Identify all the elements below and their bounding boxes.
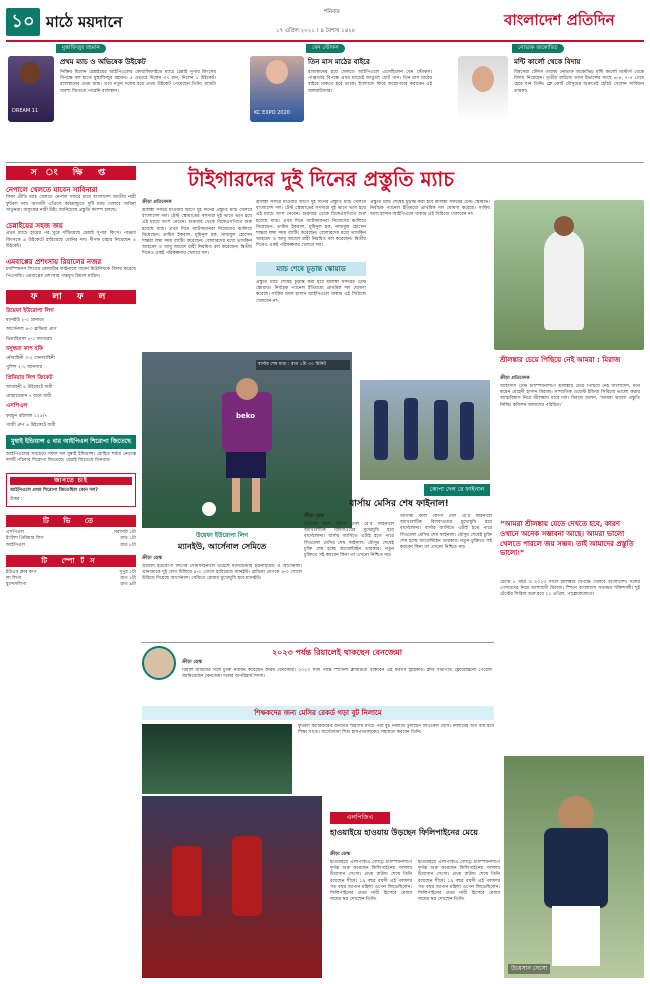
sankshipta-header: স ং ক্ষি প্ত (6, 166, 136, 180)
squad-body: প্রস্তুতি ম্যাচ শেষেই চূড়ান্ত করা হবে শ্রীলঙ্কা সফরের টেস্ট স্কোয়াড। নির্বাচক প্যানেল ইতিমধ্যে প্রাথমিক দল ঘোষণা করেছে। সাকিব আল হাসান আইপিএলে থাকায় এই সিরিজে খেলবেন না। (256, 280, 366, 304)
fixture-row: ইউএস ক্লাব কাপ দুপুর ২টা (6, 569, 136, 575)
result-line: গাজী গ্রুপ ৪ উইকেটে জয়ী (6, 423, 56, 428)
jersey-label: DREAM 11 (12, 108, 39, 114)
result-line: ম্যানইউ ২-০ গ্রানাডা (6, 318, 45, 324)
tv-row: এসপিএল সরাসরি ১টা (6, 530, 136, 536)
news-title[interactable]: এমবাপ্পের প্রশংসায় রিয়ালের নজর (6, 258, 102, 266)
quiz-question: আইপিএলে প্রথম শিরোপা জিতেছিল কোন দল? (10, 487, 98, 493)
barca-training-photo (360, 380, 490, 480)
sidebar (6, 166, 136, 978)
lead-body-col2: শ্রীলঙ্কা সফরে যাওয়ার আগে দুই দিনের প্রস্তুতি ম্যাচ খেলবে বাংলাদেশ দল। টেস্ট স্কোয়াডের সদস্যরা দুই ভাগে ভাগ হয়ে এই ম্যাচে অংশ নেবেন। শুক্রবার থেকে বিকেএসপিতে শুরু হয়েছে ম্যাচ। প্রথম দিনে ব্যাটসম্যানরা নিজেদের ঝালিয়ে নিয়েছেন। তামিম ইকবাল, মুমিনুল হক, নাজমুল হোসেন শান্তরা লম্বা সময় ব্যাটিং করেছেন। বোলারদের মধ্যে তাসকিন আহমেদ ও আবু জায়েদ রাহী নিয়মিত বল করেছেন। দ্বিতীয় দিনেও একই পরিকল্পনায় খেলবে দল। (256, 200, 366, 249)
messi-byline: ক্রীড়া ডেস্ক (304, 514, 324, 519)
mu-byline: ক্রীড়া ডেস্ক (142, 556, 162, 561)
result-line: ভিয়ারিয়াল ২-১ জাগরেব (6, 336, 53, 342)
messi-caption: বার্সার শেষ ম্যাচ : রাত ১টা ৩০ মিনিট (256, 360, 350, 370)
cup-caption: কোপা দেল রে ফাইনাল (424, 484, 490, 496)
date-label: ১৭ এপ্রিল ২০২১ । ৪ বৈশাখ ১৪২৮ (276, 28, 356, 34)
miraj-body-2: টেস্টে ৮ বছর ও ২০২৩ সালে শ্রীলঙ্কার বিপক্ষে খেলবে বাংলাদেশ। দলের পেসারদের নিয়ে আশাবাদী মিরাজ। স্পিনে বাংলাদেশ সবসময় শক্তিশালী। দুই টেস্টের সিরিজ শুরু হবে ২১ এপ্রিল, পাল্লেকেলেতে। (500, 580, 640, 598)
stadium-photo (142, 724, 292, 794)
cricket-photo (494, 200, 644, 350)
divider (142, 642, 494, 643)
fixture-row: লা লিগা রাত ১টা (6, 575, 136, 581)
lead-headline[interactable]: টাইগারদের দুই দিনের প্রস্তুতি ম্যাচ (187, 167, 455, 191)
result-league: উয়েফা ইউরোপা লিগ (6, 307, 54, 314)
golf-body-col1: হাওয়াইয়ে এলপিজিএ লোট্টে চ্যাম্পিয়নশিপে দুর্দান্ত শুরু করেছেন ফিলিপাইনের গলফার উয়েসান সেসো। প্রথম রাউন্ড শেষে তিনি রয়েছেন শীর্ষে। ১৯ বছর বয়সী এই গলফার গত বছর জাপান মহিলা ওপেন জিতেছিলেন। ফিলিপাইনের প্রথম নারী হিসেবে মেজর জয়ের স্বপ্ন দেখছেন তিনি। (330, 860, 412, 903)
messi-headline[interactable]: বার্সায় মেসির শেষ ফাইনাল! (349, 499, 449, 509)
newspaper-logo[interactable]: বাংলাদেশ প্রতিদিন (504, 11, 615, 29)
golfer-photo (504, 756, 644, 978)
mu-body: উয়েফা ইউরোপা লিগের সেমিফাইনালে উঠেছে ম্যানচেস্টার ইউনাইটেড ও আর্সেনাল। গ্রানাডাকে দুই লেগ মিলিয়ে ৪-০ গোলে হারিয়েছে ম্যানইউ। স্লাভিয়া প্রাগকে ৪-০ গোলে উড়িয়ে দিয়েছে আর্সেনাল। সেমিতে রোমার মুখোমুখি হবে ম্যানইউ। (142, 564, 302, 582)
miraj-body: আইসিসি টেস্ট চ্যাম্পিয়নশিপে শ্রীলঙ্কার চেয়ে পিছিয়ে নেই বাংলাদেশ, মনে করেন মেহেদী হাসান মিরাজ। সাম্প্রতিক ওয়েস্ট ইন্ডিজ সিরিজে ভালো করার আত্মবিশ্বাস নিয়ে শ্রীলঙ্কায় যাবে দল। মিরাজ বলেন, ‘আমরা ভালো প্রস্তুতি নিচ্ছি। কন্ডিশন আমাদের পরিচিত।’ (500, 384, 640, 408)
fixtures-header: টি স্পোর্টস (6, 555, 136, 567)
story-body: রাজস্থানের হয়ে খেলতে আইপিএলে এসেছিলেন বেন স্টোকস। পাঞ্জাবের বিপক্ষে প্রথম ম্যাচেই আঙুলে চোট পান। তিন মাস মাঠের বাইরে থাকতে হবে তাকে। ইংল্যান্ডে ফিরে অস্ত্রোপচার করাবেন এই অলরাউন্ডার। (308, 70, 432, 94)
story-title: মন্টি কার্লো থেকে বিদায় (514, 58, 581, 66)
ipl-body: আইপিএলের সবচেয়ে সফল দল মুম্বাই ইন্ডিয়ান্স। রোহিত শর্মার নেতৃত্বে দলটি পাঁচবার শিরোপা জিতেছে। চেন্নাই জিতেছে তিনবার। (6, 452, 136, 464)
miraj-headline[interactable]: শ্রীলঙ্কার চেয়ে পিছিয়ে নেই আমরা : মিরাজ (500, 356, 621, 364)
result-line: পুলিশ ২-১ আনসার (6, 365, 43, 371)
jersey-text: beko (236, 412, 256, 420)
section-title: মাঠে ময়দানে (46, 13, 123, 31)
golf-body-col2: হাওয়াইয়ে এলপিজিএ লোট্টে চ্যাম্পিয়নশিপে দুর্দান্ত শুরু করেছেন ফিলিপাইনের গলফার উয়েসান সেসো। প্রথম রাউন্ড শেষে তিনি রয়েছেন শীর্ষে। ১৯ বছর বয়সী এই গলফার গত বছর জাপান মহিলা ওপেন জিতেছিলেন। ফিলিপাইনের প্রথম নারী হিসেবে মেজর জয়ের স্বপ্ন দেখছেন তিনি। (418, 860, 500, 903)
story-title: তিন মাস মাঠের বাইরে (308, 58, 370, 66)
news-title[interactable]: চেন্নাইয়ের সহজ জয় (6, 222, 63, 230)
player-photo (458, 56, 508, 122)
benzema-headline[interactable]: ২০২৩ পর্যন্ত রিয়ালেই থাকছেন বেনজেমা (271, 648, 403, 657)
news-body: ফিফা প্রীতি ম্যাচ খেলতে নেপাল সফরে যাবে বাংলাদেশ জাতীয় নারী ফুটবল দল। আগামী এপ্রিলে কাঠমান্ডুতে দুটি ম্যাচ খেলবে সাবিনা খাতুনরা। বাফুফের নারী উইং জানিয়েছে প্রস্তুতি ক্যাম্প চলছে। (6, 195, 136, 213)
player-photo (250, 56, 304, 122)
player-photo (8, 56, 54, 122)
story-title: প্রথম ম্যাচ ও অভিষেক উইকেট (60, 58, 146, 66)
divider (6, 162, 644, 163)
golfer-caption: উয়েসান সেসো (508, 964, 550, 974)
squad-bar: ম্যাচ শেষে চূড়ান্ত স্কোয়াড (256, 262, 366, 276)
boots-headline[interactable]: শিক্ষকদের জন্য মেসির রেকর্ড গড়া বুট নিলামে (254, 709, 382, 717)
messi-body-col2: আগামী কাল কোপা দেল রে’র ফাইনালে অ্যাথলেটিক বিলবাওয়ের মুখোমুখি হবে বার্সেলোনা। বার্সার জার্সিতে এটাই হতে পারে লিওনেল মেসির শেষ ফাইনাল। মৌসুম শেষেই চুক্তি শেষ হচ্ছে আর্জেন্টাইন তারকার। নতুন চুক্তিতে সই করবেন কিনা তা এখনো নিশ্চিত নয়। (400, 514, 492, 550)
lead-body-col3: প্রস্তুতি ম্যাচ শেষেই চূড়ান্ত করা হবে শ্রীলঙ্কা সফরের টেস্ট স্কোয়াড। নির্বাচক প্যানেল ইতিমধ্যে প্রাথমিক দল ঘোষণা করেছে। সাকিব আল হাসান আইপিএলে থাকায় এই সিরিজে খেলবেন না। (370, 200, 490, 218)
fixtures-list (6, 570, 136, 589)
result-line: আর্সেনাল ৪-০ স্লাভিয়া প্রাগ (6, 327, 57, 333)
boots-body: ফুটবল ক্যারিয়ারের অন্যতম স্মরণীয় ম্যাচে পরা বুট নিলামে তুলছেন লিওনেল মেসি। নিলামের অর্থ ব্যয় হবে শিক্ষা খাতে। বার্সেলোনা শিশু হাসপাতালকেও সহায়তা করবেন তিনি। (298, 724, 494, 736)
miraj-quote: “আমরা শ্রীলঙ্কায় যেতে দেখতে হবে, কারণ ওখানে অনেক সম্ভাবনা আছে। আমরা ভালো খেলতে পারলে জয় সম্ভব। তাই আমাদের প্রস্তুতি ভালো।” (500, 520, 634, 558)
lead-byline: ক্রীড়া প্রতিবেদক (142, 200, 172, 205)
golf-headline[interactable]: হাওয়াইয়ে হাওয়ায় উড়ছেন ফিলিপাইনের মেয়ে (330, 828, 478, 837)
day-label: শনিবার (324, 9, 340, 15)
benzema-byline: ক্রীড়া ডেস্ক (182, 660, 202, 665)
benzema-body: রিয়াল মাদ্রিদের সঙ্গে চুক্তি নবায়ন করেছেন করিম বেনজেমা। ২০২৩ সাল পর্যন্ত স্প্যানিশ ক্লাবটিতে থাকবেন এই ফরাসি স্ট্রাইকার। ক্লাব সভাপতি ফ্লোরেন্তিনো পেরেজ জানিয়েছেন বেনজেমা দলের অপরিহার্য সদস্য। (182, 668, 492, 680)
page-header (6, 4, 644, 42)
lead-body-col1: শ্রীলঙ্কা সফরে যাওয়ার আগে দুই দিনের প্রস্তুতি ম্যাচ খেলবে বাংলাদেশ দল। টেস্ট স্কোয়াডের সদস্যরা দুই ভাগে ভাগ হয়ে এই ম্যাচে অংশ নেবেন। শুক্রবার থেকে বিকেএসপিতে শুরু হয়েছে ম্যাচ। প্রথম দিনে ব্যাটসম্যানরা নিজেদের ঝালিয়ে নিয়েছেন। তামিম ইকবাল, মুমিনুল হক, নাজমুল হোসেন শান্তরা লম্বা সময় ব্যাটিং করেছেন। বোলারদের মধ্যে তাসকিন আহমেদ ও আবু জায়েদ রাহী নিয়মিত বল করেছেন। দ্বিতীয় দিনেও একই পরিকল্পনায় খেলবে দল। (142, 208, 252, 257)
story-body: বিশ্বসেরা টেনিস তারকা নোভাক জকোভিচ মন্টি কার্লো মাস্টার্স থেকে বিদায় নিয়েছেন। তৃতীয় রাউন্ডে ড্যান ইভান্সের কাছে ৬-৪, ৭-৫ গেমে হেরে যান তিনি। ক্লে কোর্ট মৌসুমের শুরুতেই হোঁচট খেলেন সার্বিয়ান তারকা। (514, 70, 644, 94)
lead-headline-wrap (142, 166, 500, 196)
benzema-avatar (142, 646, 176, 680)
jersey-label: KC EXPO 2020 (254, 110, 290, 116)
miraj-byline: ক্রীড়া প্রতিবেদক (500, 376, 530, 381)
result-line: আবাহনী ৫ উইকেটে জয়ী (6, 385, 53, 391)
quiz-title: জানতে চাই (10, 477, 132, 485)
golf-byline: ক্রীড়া ডেস্ক (330, 852, 350, 857)
story-tag: নোভাক জকোভিচ (512, 44, 564, 53)
story-tag: বেন স্টোকস (306, 44, 345, 53)
page-number: ১০ (6, 8, 40, 36)
ipl-title[interactable]: মুম্বাই ইন্ডিয়ান্স ৫ বার আইপিএল শিরোপা জিতেছে (6, 435, 136, 449)
tv-list (6, 530, 136, 549)
messi-body-col1: আগামী কাল কোপা দেল রে’র ফাইনালে অ্যাথলেটিক বিলবাওয়ের মুখোমুখি হবে বার্সেলোনা। বার্সার জার্সিতে এটাই হতে পারে লিওনেল মেসির শেষ ফাইনাল। মৌসুম শেষেই চুক্তি শেষ হচ্ছে আর্জেন্টাইন তারকার। নতুন চুক্তিতে সই করবেন কিনা তা এখনো নিশ্চিত নয়। (304, 522, 394, 558)
result-line: ফরচুন বরিশাল ১২৫/৭ (6, 413, 48, 419)
news-body: চ্যাম্পিয়নস লিগের কোয়ার্টার ফাইনালে বায়ার্ন মিউনিখকে বিদায় করেছে পিএসজি। এমবাপ্পের প্রশংসায় পঞ্চমুখ রিয়াল মাদ্রিদ। (6, 267, 136, 279)
result-line: নৌবাহিনী ৩-২ সেনাবাহিনী (6, 356, 55, 362)
result-league: প্রিমিয়ার লিগ ক্রিকেট (6, 374, 53, 381)
mu-caption: উয়েফা ইউরোপা লিগ (195, 532, 249, 539)
result-league: এসপিএল (6, 403, 28, 410)
tv-row: ইংলিশ প্রিমিয়ার লিগ রাত ১টা (6, 536, 136, 542)
mu-headline[interactable]: ম্যানইউ, আর্সেনাল সেমিতে (177, 542, 267, 551)
news-body: প্রথম ম্যাচে হারের পর ঘুরে দাঁড়িয়েছে চেন্নাই সুপার কিংস। পাঞ্জাব কিংসকে ৬ উইকেটে হারিয়েছে ধোনির দল। দীপক চাহার নিয়েছেন ৪ উইকেট। (6, 231, 136, 249)
result-league: বসুন্ধরা কাপ হকি (6, 345, 43, 352)
result-line: মোহামেডান ৭ রানে জয়ী (6, 394, 52, 400)
man-united-photo (142, 796, 322, 978)
tv-header: টি ভি তে (6, 515, 136, 527)
quiz-box (6, 473, 136, 507)
news-title[interactable]: নেপালে খেলতে যাবেন সাবিনারা (6, 186, 98, 194)
tv-row: আইপিএল রাত ৮টা (6, 542, 136, 548)
results-list (6, 308, 136, 429)
results-header: ফ লা ফ ল (6, 290, 136, 304)
fixture-row: বুন্দেসলিগা রাত ৯টা (6, 582, 136, 588)
boots-bar (142, 706, 494, 720)
story-tag: মুস্তাফিজুর রহমান (56, 44, 106, 53)
quiz-answer: উত্তর : (10, 496, 23, 502)
story-body: নিষ্ক্রিয় ছিলেন চেন্নাইয়ের আইপিএলের কোয়ালিফাইডে ম্যাচে চেন্নাই সুপার কিংসের বিপক্ষে বল হাতে মুস্তাফিজুর রহমান। ৪ ওভারে দিলেন ৩৭ রান, নিলেন ১ উইকেট। রাজস্থানের প্রথম ম্যাচ। তবে নতুন দলের হয়ে প্রথম উইকেট পেয়েছেন তিনি। ম্যাচটা অবশ্য জিততে পারেনি রাজস্থান। (60, 70, 216, 94)
golf-tag: এলপিজিএ (330, 812, 390, 824)
